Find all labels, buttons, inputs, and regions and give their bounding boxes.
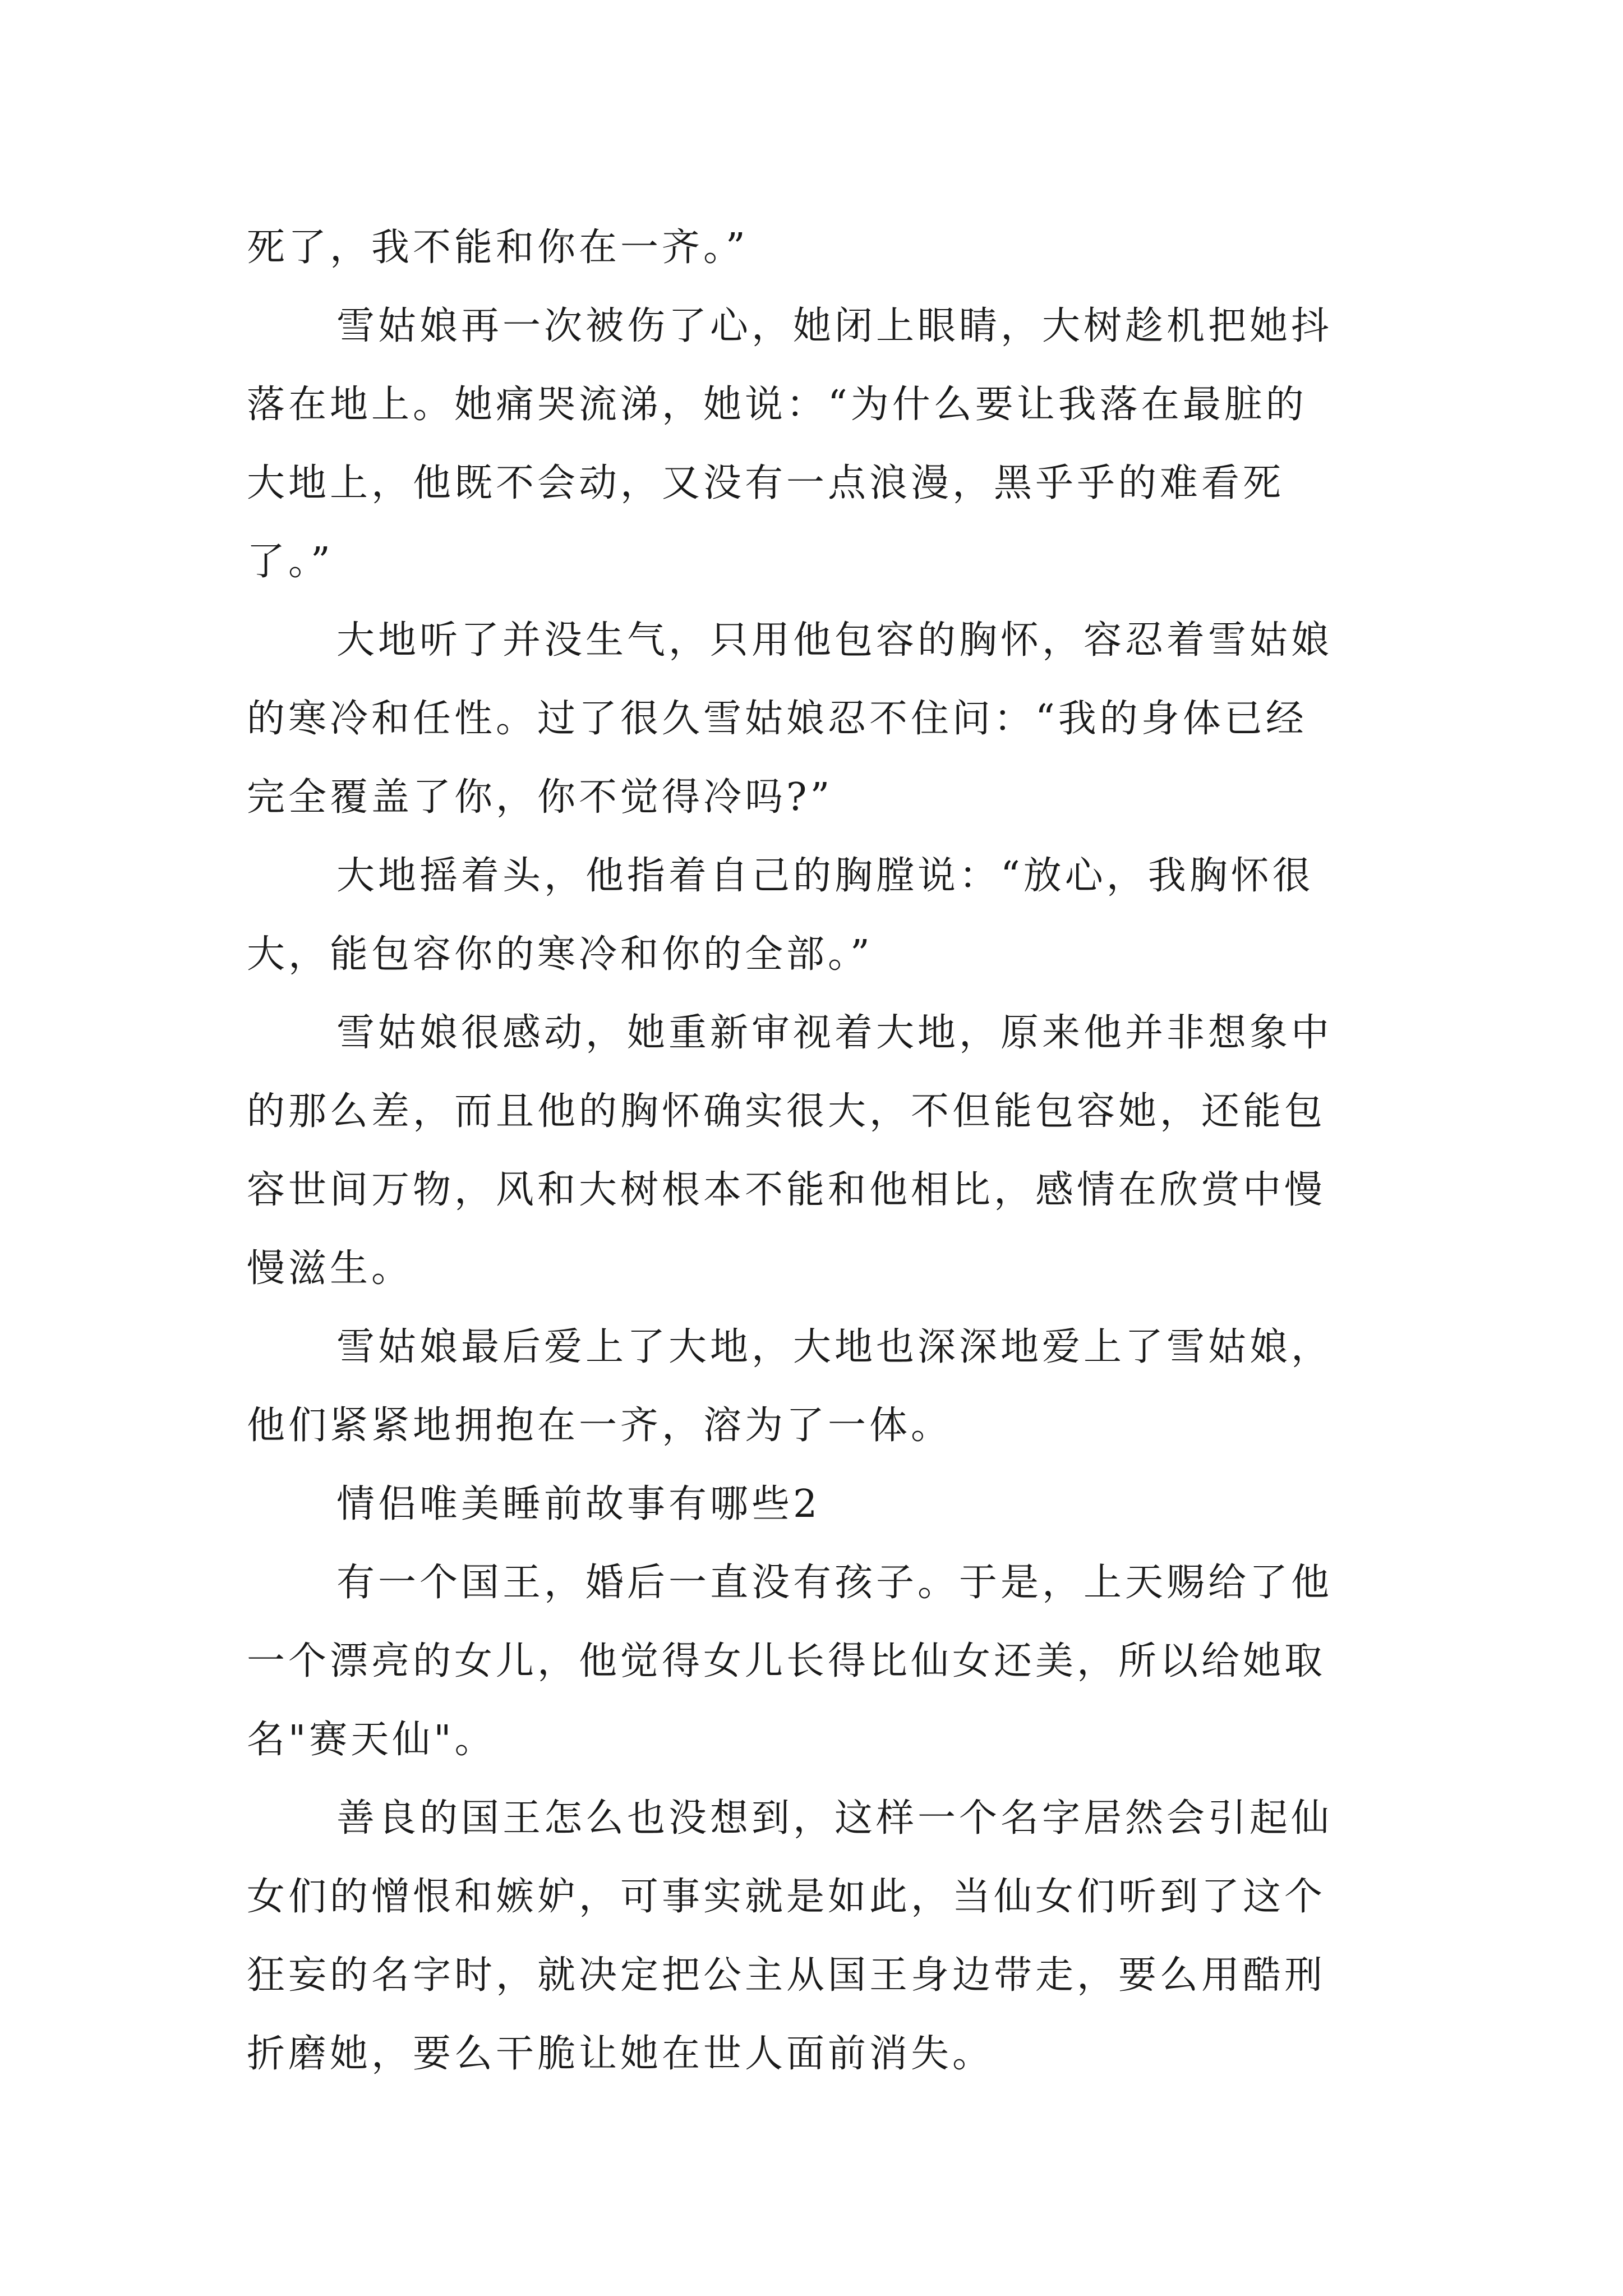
text-line: 落在地上。她痛哭流涕，她说：“为什么要让我落在最脏的 [247, 383, 1307, 427]
text-line: 名"赛天仙"。 [247, 1718, 496, 1762]
text-line: 大地摇着头，他指着自己的胸膛说：“放心，我胸怀很 [336, 854, 1314, 898]
text-line: 大地上，他既不会动，又没有一点浪漫，黑乎乎的难看死 [247, 461, 1285, 505]
text-line: 他们紧紧地拥抱在一齐，溶为了一体。 [247, 1404, 953, 1448]
text-line: 雪姑娘很感动，她重新审视着大地，原来他并非想象中 [336, 1011, 1333, 1055]
text-line: 慢滋生。 [247, 1246, 413, 1291]
text-line: 完全覆盖了你，你不觉得冷吗?” [247, 775, 833, 820]
section-heading: 情侣唯美睡前故事有哪些2 [336, 1482, 821, 1526]
text-line: 女们的憎恨和嫉妒，可事实就是如此，当仙女们听到了这个 [247, 1875, 1326, 1919]
text-line: 一个漂亮的女儿，他觉得女儿长得比仙女还美，所以给她取 [247, 1639, 1326, 1683]
text-line: 有一个国王，婚后一直没有孩子。于是，上天赐给了他 [336, 1561, 1333, 1605]
text-line: 雪姑娘最后爱上了大地，大地也深深地爱上了雪姑娘， [336, 1325, 1333, 1369]
text-line: 容世间万物，风和大树根本不能和他相比，感情在欣赏中慢 [247, 1168, 1326, 1212]
text-line: 的那么差，而且他的胸怀确实很大，不但能包容她，还能包 [247, 1089, 1326, 1134]
text-line: 折磨她，要么干脆让她在世人面前消失。 [247, 2032, 994, 2076]
text-line: 狂妄的名字时，就决定把公主从国王身边带走，要么用酷刑 [247, 1953, 1326, 1998]
text-line: 雪姑娘再一次被伤了心，她闭上眼睛，大树趁机把她抖 [336, 304, 1333, 348]
text-line: 大地听了并没生气，只用他包容的胸怀，容忍着雪姑娘 [336, 618, 1333, 662]
text-line: 的寒冷和任性。过了很久雪姑娘忍不住问：“我的身体已经 [247, 697, 1307, 741]
text-line: 大，能包容你的寒冷和你的全部。” [247, 932, 873, 977]
text-line: 死了，我不能和你在一齐。” [247, 226, 749, 270]
text-line: 了。” [247, 540, 334, 584]
document-body [247, 209, 1391, 2093]
text-line: 善良的国王怎么也没想到，这样一个名字居然会引起仙 [336, 1796, 1333, 1841]
